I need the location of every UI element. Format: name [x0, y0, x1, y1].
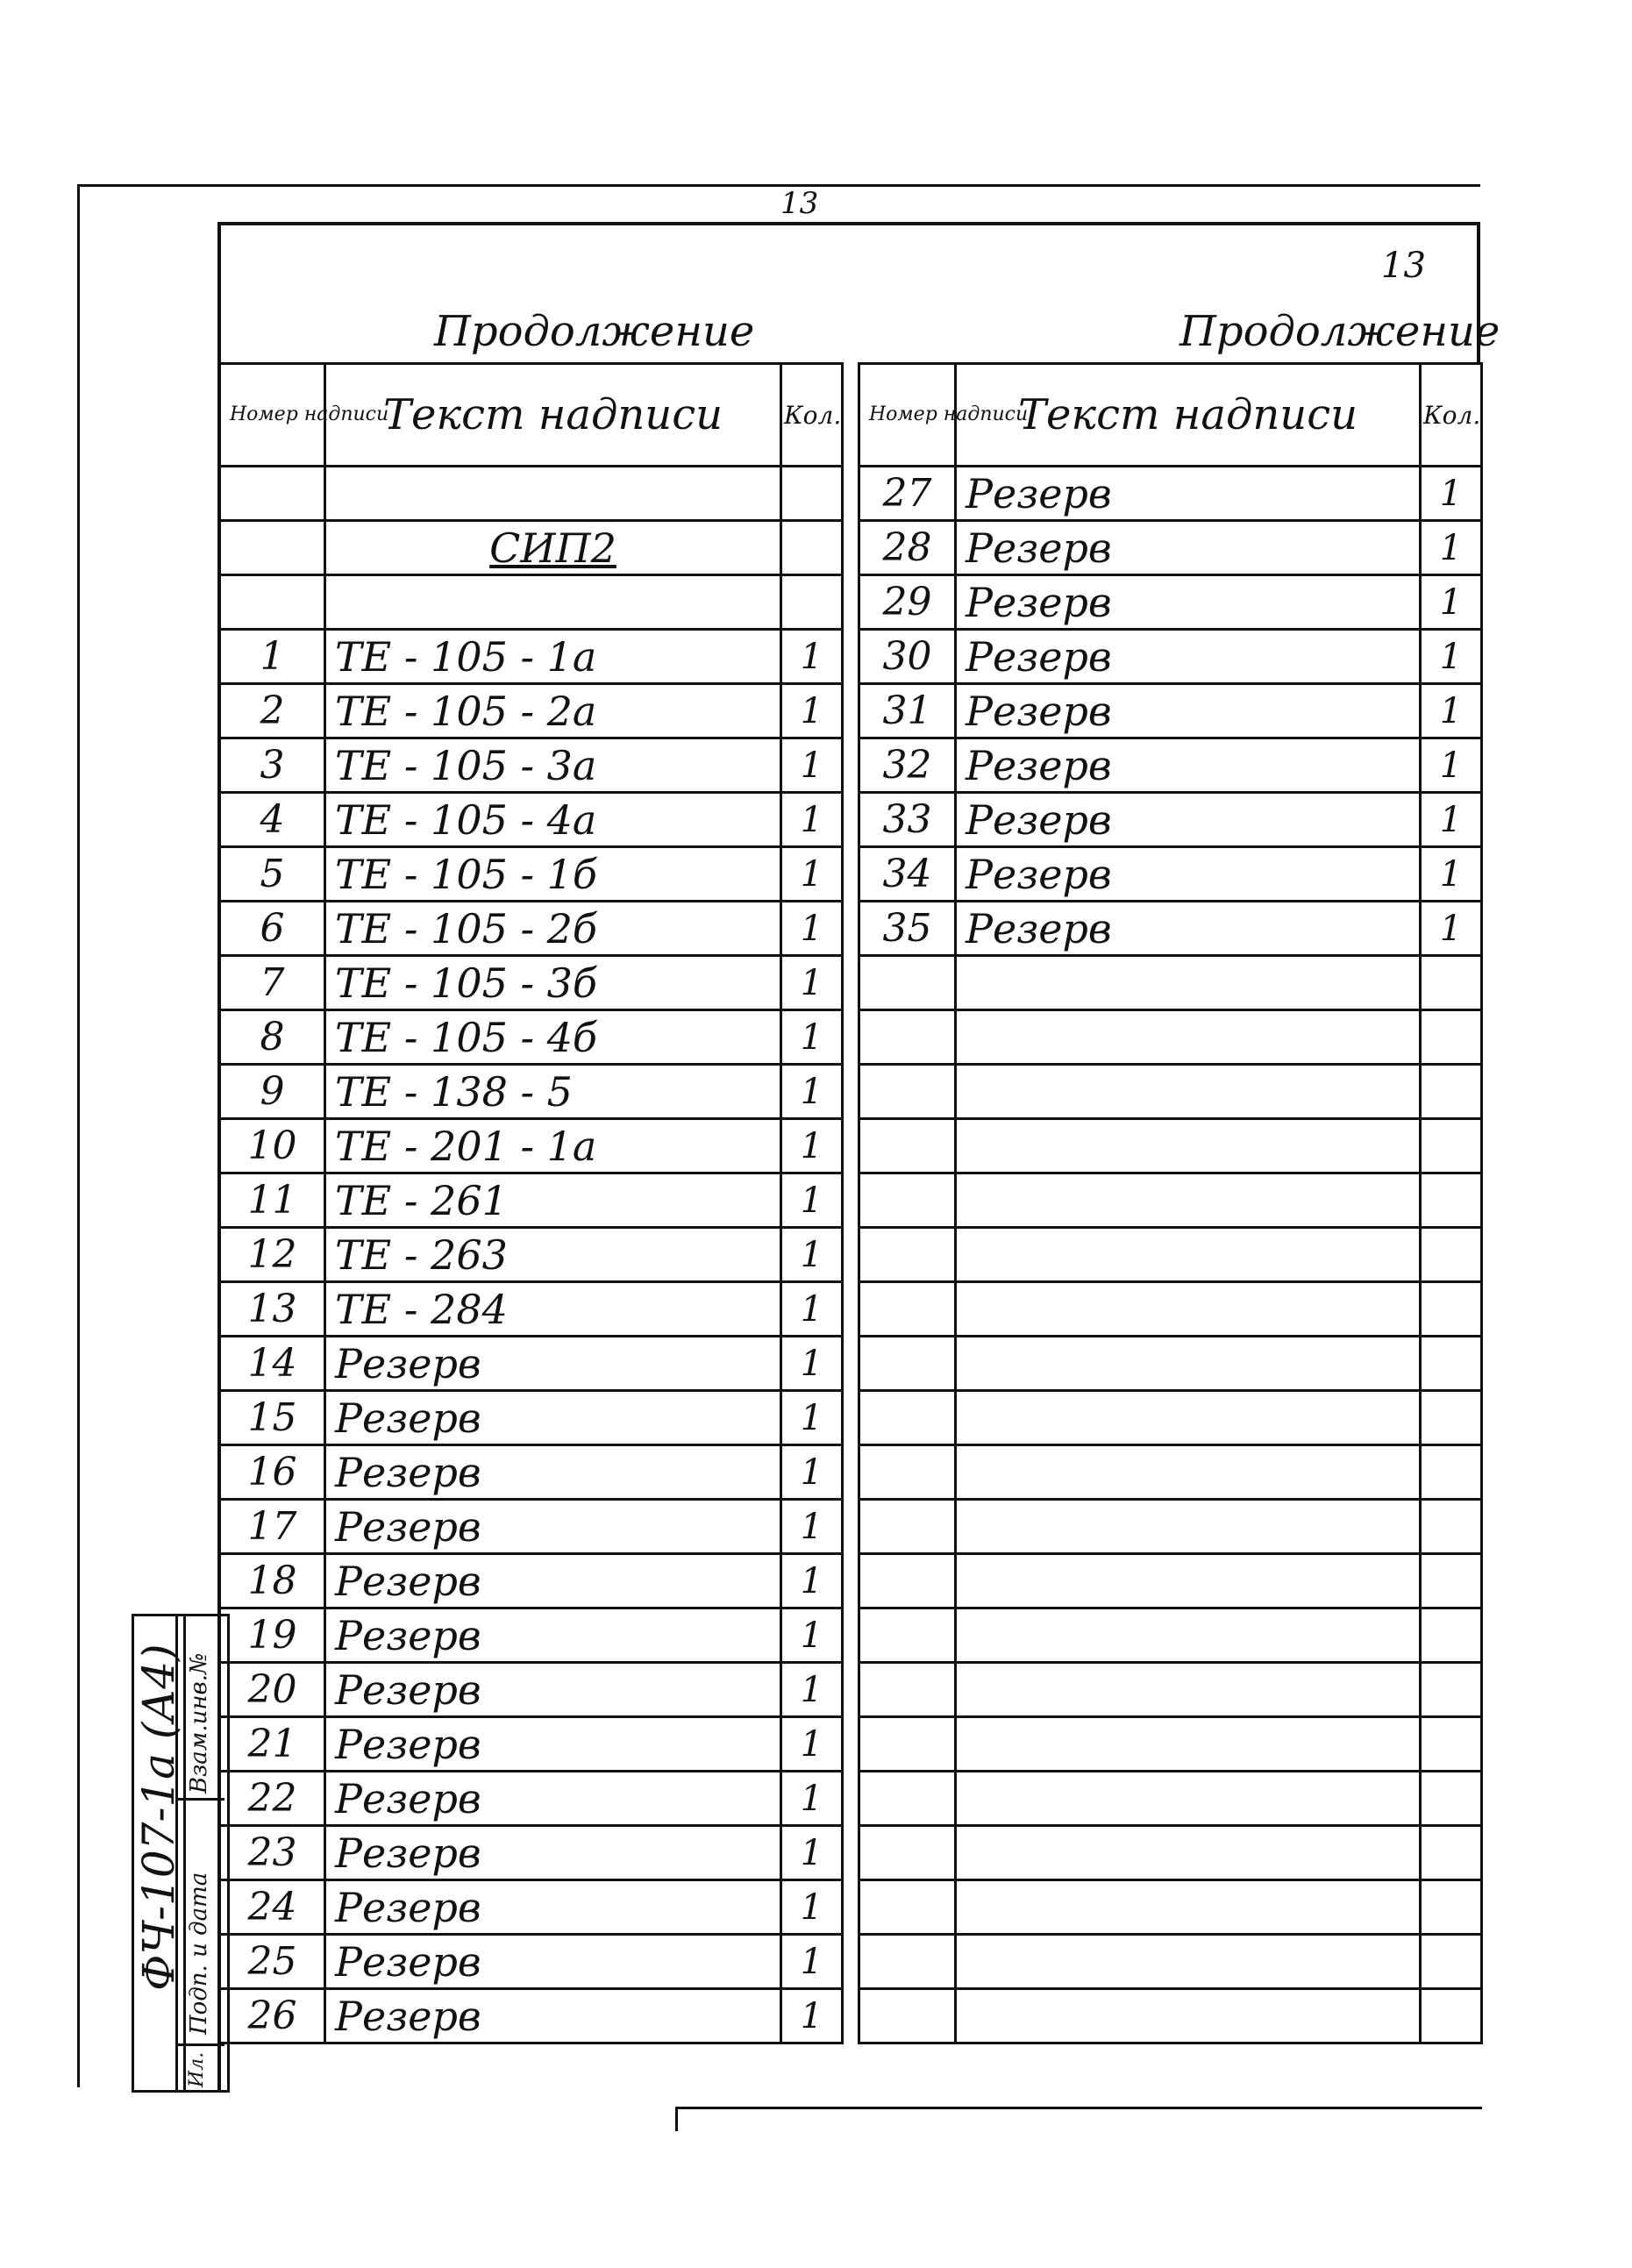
- table-row: [220, 1826, 843, 1880]
- table-row: [220, 1500, 843, 1554]
- row-text: [956, 956, 1421, 1010]
- row-number: [859, 1500, 956, 1554]
- table-row: [220, 1337, 843, 1391]
- table-row: [859, 1717, 1482, 1772]
- table-row: [220, 1772, 843, 1826]
- row-text: [956, 1663, 1421, 1717]
- corner-page-number: 13: [1381, 246, 1426, 286]
- table-row: [220, 1173, 843, 1228]
- row-text: ТЕ - 201 - 1а: [325, 1119, 781, 1173]
- table-row: [220, 1880, 843, 1935]
- row-number: 20: [220, 1663, 325, 1717]
- row-text: [956, 1228, 1421, 1282]
- left-header-row: [220, 364, 843, 467]
- header-number: Номер надписи: [859, 364, 956, 467]
- header-text: Текст надписи: [325, 364, 781, 467]
- table-row: [859, 1608, 1482, 1663]
- row-quantity: 1: [1421, 630, 1482, 684]
- row-quantity: [1421, 1989, 1482, 2043]
- row-quantity: 1: [781, 1880, 843, 1935]
- table-row: [220, 630, 843, 684]
- row-text: ТЕ - 261: [325, 1173, 781, 1228]
- row-quantity: [1421, 1065, 1482, 1119]
- row-quantity: 1: [1421, 847, 1482, 902]
- row-quantity: [1421, 956, 1482, 1010]
- row-number: [859, 1880, 956, 1935]
- table-row: [220, 1010, 843, 1065]
- row-number: 17: [220, 1500, 325, 1554]
- table-row: [859, 575, 1482, 630]
- row-quantity: 1: [1421, 684, 1482, 738]
- table-row: [859, 630, 1482, 684]
- table-row: [859, 1880, 1482, 1935]
- table-row: [220, 1608, 843, 1663]
- row-quantity: 1: [781, 1935, 843, 1989]
- row-number: [859, 1989, 956, 2043]
- row-text: Резерв: [325, 1500, 781, 1554]
- row-text: Резерв: [956, 521, 1421, 575]
- table-row: [859, 1119, 1482, 1173]
- table-row: [859, 1065, 1482, 1119]
- row-text: Резерв: [325, 1717, 781, 1772]
- sheet-bottom-line: [675, 2107, 1482, 2109]
- table-row: [859, 1989, 1482, 2043]
- row-number: 7: [220, 956, 325, 1010]
- stamp-field-sign: Подп. и дата: [186, 1872, 212, 2035]
- table-row: [859, 902, 1482, 956]
- row-number: [859, 1554, 956, 1608]
- row-number: [859, 1228, 956, 1282]
- row-quantity: [1421, 1391, 1482, 1445]
- row-quantity: [1421, 1119, 1482, 1173]
- row-text: СИП2: [325, 521, 781, 575]
- row-number: 22: [220, 1772, 325, 1826]
- row-number: 2: [220, 684, 325, 738]
- row-text: ТЕ - 105 - 1б: [325, 847, 781, 902]
- table-row: [220, 956, 843, 1010]
- row-number: 12: [220, 1228, 325, 1282]
- table-row: [220, 1119, 843, 1173]
- row-text: Резерв: [325, 1337, 781, 1391]
- row-text: [956, 1935, 1421, 1989]
- table-row: [859, 467, 1482, 521]
- row-number: 35: [859, 902, 956, 956]
- row-number: [859, 1826, 956, 1880]
- table-row: [220, 902, 843, 956]
- row-number: 4: [220, 793, 325, 847]
- row-number: [859, 1065, 956, 1119]
- row-number: [859, 1717, 956, 1772]
- table-row: [220, 575, 843, 630]
- row-number: 3: [220, 738, 325, 793]
- table-row: [859, 1391, 1482, 1445]
- row-number: [859, 1173, 956, 1228]
- table-row: [859, 1010, 1482, 1065]
- row-text: ТЕ - 284: [325, 1282, 781, 1337]
- row-number: 19: [220, 1608, 325, 1663]
- row-quantity: [1421, 1554, 1482, 1608]
- row-quantity: [781, 467, 843, 521]
- row-number: 8: [220, 1010, 325, 1065]
- row-text: [325, 575, 781, 630]
- stamp-field-orig: Ил.: [186, 2051, 208, 2087]
- row-text: Резерв: [956, 902, 1421, 956]
- row-text: Резерв: [956, 684, 1421, 738]
- row-text: Резерв: [325, 1880, 781, 1935]
- row-text: Резерв: [956, 793, 1421, 847]
- row-text: Резерв: [956, 847, 1421, 902]
- table-row: [859, 1228, 1482, 1282]
- stamp-divider-2: [175, 2043, 224, 2046]
- row-number: 23: [220, 1826, 325, 1880]
- row-text: ТЕ - 105 - 1а: [325, 630, 781, 684]
- table-row: [859, 956, 1482, 1010]
- row-text: ТЕ - 105 - 4б: [325, 1010, 781, 1065]
- row-quantity: 1: [1421, 521, 1482, 575]
- left-heading: Продолжение: [434, 307, 755, 356]
- row-text: ТЕ - 263: [325, 1228, 781, 1282]
- table-row: [859, 684, 1482, 738]
- table-row: [859, 521, 1482, 575]
- table-row: [220, 1717, 843, 1772]
- sheet-left-line: [77, 184, 80, 2087]
- row-quantity: 1: [781, 902, 843, 956]
- row-quantity: 1: [781, 1119, 843, 1173]
- row-quantity: 1: [781, 1445, 843, 1500]
- row-text: [956, 1119, 1421, 1173]
- table-row: [859, 1282, 1482, 1337]
- row-text: Резерв: [325, 1445, 781, 1500]
- table-row: [220, 847, 843, 902]
- row-number: [220, 467, 325, 521]
- row-text: Резерв: [956, 630, 1421, 684]
- header-quantity: Кол.: [781, 364, 843, 467]
- table-row: [220, 467, 843, 521]
- row-quantity: 1: [781, 738, 843, 793]
- table-row: [220, 1989, 843, 2043]
- row-text: [325, 467, 781, 521]
- right-inscriptions-table: [858, 362, 1483, 2044]
- table-row: [859, 1445, 1482, 1500]
- row-text: Резерв: [956, 467, 1421, 521]
- row-quantity: 1: [781, 1010, 843, 1065]
- row-quantity: 1: [1421, 902, 1482, 956]
- frame-top-line: [217, 222, 1480, 225]
- row-text: [956, 1717, 1421, 1772]
- row-quantity: [1421, 1337, 1482, 1391]
- row-quantity: 1: [781, 684, 843, 738]
- row-quantity: 1: [781, 793, 843, 847]
- row-quantity: [1421, 1228, 1482, 1282]
- row-number: [859, 1010, 956, 1065]
- row-number: 18: [220, 1554, 325, 1608]
- row-text: ТЕ - 105 - 2б: [325, 902, 781, 956]
- header-number: Номер надписи: [220, 364, 325, 467]
- row-number: 31: [859, 684, 956, 738]
- row-quantity: 1: [1421, 575, 1482, 630]
- row-number: 32: [859, 738, 956, 793]
- row-number: 30: [859, 630, 956, 684]
- stamp-doc-code: ФЧ-107-1а (А4): [133, 1644, 184, 1991]
- row-text: ТЕ - 105 - 4а: [325, 793, 781, 847]
- table-row: [859, 1663, 1482, 1717]
- row-text: [956, 1337, 1421, 1391]
- header-quantity: Кол.: [1421, 364, 1482, 467]
- row-quantity: 1: [781, 847, 843, 902]
- right-header-row: [859, 364, 1482, 467]
- table-row: [220, 1391, 843, 1445]
- row-number: [859, 1337, 956, 1391]
- row-text: Резерв: [325, 1935, 781, 1989]
- row-text: ТЕ - 105 - 3б: [325, 956, 781, 1010]
- table-row: [220, 1554, 843, 1608]
- row-number: 33: [859, 793, 956, 847]
- table-row: [859, 1826, 1482, 1880]
- row-text: Резерв: [325, 1391, 781, 1445]
- row-number: 16: [220, 1445, 325, 1500]
- row-text: [956, 1554, 1421, 1608]
- row-quantity: 1: [781, 1337, 843, 1391]
- row-number: 29: [859, 575, 956, 630]
- top-page-number: 13: [780, 186, 819, 221]
- row-number: 15: [220, 1391, 325, 1445]
- sheet-top-line: [77, 184, 1480, 187]
- row-number: 24: [220, 1880, 325, 1935]
- row-text: [956, 1065, 1421, 1119]
- row-text: Резерв: [325, 1554, 781, 1608]
- row-text: Резерв: [325, 1608, 781, 1663]
- row-text: ТЕ - 138 - 5: [325, 1065, 781, 1119]
- row-number: 1: [220, 630, 325, 684]
- left-inscriptions-table: [218, 362, 844, 2044]
- sheet-bottom-tick: [675, 2107, 678, 2131]
- table-row: [859, 1500, 1482, 1554]
- row-quantity: 1: [781, 956, 843, 1010]
- table-row: [220, 1065, 843, 1119]
- row-quantity: 1: [781, 1826, 843, 1880]
- row-number: 13: [220, 1282, 325, 1337]
- row-quantity: 1: [781, 1173, 843, 1228]
- table-row: [220, 1282, 843, 1337]
- row-quantity: 1: [1421, 793, 1482, 847]
- row-text: Резерв: [325, 1989, 781, 2043]
- table-row: [859, 1337, 1482, 1391]
- stamp-field-inv: Взам.инв.№: [186, 1652, 212, 1794]
- table-row: [859, 1935, 1482, 1989]
- row-number: 11: [220, 1173, 325, 1228]
- row-quantity: [1421, 1010, 1482, 1065]
- row-quantity: 1: [781, 1772, 843, 1826]
- row-number: 25: [220, 1935, 325, 1989]
- row-quantity: 1: [781, 1717, 843, 1772]
- row-text: Резерв: [325, 1826, 781, 1880]
- row-quantity: [1421, 1826, 1482, 1880]
- row-quantity: 1: [781, 1663, 843, 1717]
- row-quantity: 1: [781, 1282, 843, 1337]
- row-quantity: 1: [1421, 467, 1482, 521]
- row-text: [956, 1500, 1421, 1554]
- row-quantity: 1: [781, 1391, 843, 1445]
- row-quantity: 1: [781, 1500, 843, 1554]
- row-quantity: [781, 521, 843, 575]
- table-row: [859, 1772, 1482, 1826]
- row-number: 28: [859, 521, 956, 575]
- row-quantity: [1421, 1608, 1482, 1663]
- row-number: 6: [220, 902, 325, 956]
- table-row: [859, 1173, 1482, 1228]
- row-quantity: 1: [781, 1608, 843, 1663]
- row-text: [956, 1772, 1421, 1826]
- table-row: [859, 847, 1482, 902]
- row-quantity: [1421, 1772, 1482, 1826]
- table-row: [859, 793, 1482, 847]
- row-quantity: [1421, 1717, 1482, 1772]
- row-number: [220, 521, 325, 575]
- row-number: 34: [859, 847, 956, 902]
- row-text: Резерв: [956, 738, 1421, 793]
- row-quantity: 1: [781, 1065, 843, 1119]
- row-quantity: 1: [781, 1554, 843, 1608]
- row-text: [956, 1989, 1421, 2043]
- row-number: [859, 1391, 956, 1445]
- row-quantity: 1: [1421, 738, 1482, 793]
- row-text: [956, 1010, 1421, 1065]
- row-quantity: 1: [781, 1228, 843, 1282]
- row-quantity: [1421, 1445, 1482, 1500]
- row-number: [859, 1119, 956, 1173]
- row-quantity: 1: [781, 630, 843, 684]
- table-row: [220, 793, 843, 847]
- row-quantity: [1421, 1880, 1482, 1935]
- table-row: [220, 684, 843, 738]
- row-number: 14: [220, 1337, 325, 1391]
- row-text: [956, 1880, 1421, 1935]
- row-number: 21: [220, 1717, 325, 1772]
- table-row: [220, 738, 843, 793]
- table-row: [220, 1445, 843, 1500]
- row-number: 10: [220, 1119, 325, 1173]
- table-row: [220, 521, 843, 575]
- row-text: [956, 1391, 1421, 1445]
- row-text: [956, 1826, 1421, 1880]
- row-number: [859, 1445, 956, 1500]
- row-number: [859, 1935, 956, 1989]
- row-quantity: [1421, 1935, 1482, 1989]
- row-quantity: [1421, 1663, 1482, 1717]
- row-quantity: 1: [781, 1989, 843, 2043]
- row-quantity: [781, 575, 843, 630]
- table-row: [220, 1663, 843, 1717]
- row-number: 5: [220, 847, 325, 902]
- row-text: Резерв: [956, 575, 1421, 630]
- row-number: [859, 1282, 956, 1337]
- row-text: [956, 1445, 1421, 1500]
- row-number: 27: [859, 467, 956, 521]
- row-number: [859, 1608, 956, 1663]
- table-row: [220, 1935, 843, 1989]
- row-text: [956, 1282, 1421, 1337]
- row-number: [220, 575, 325, 630]
- table-row: [859, 738, 1482, 793]
- row-quantity: [1421, 1173, 1482, 1228]
- row-number: 26: [220, 1989, 325, 2043]
- row-text: Резерв: [325, 1663, 781, 1717]
- row-number: 9: [220, 1065, 325, 1119]
- row-text: ТЕ - 105 - 2а: [325, 684, 781, 738]
- table-row: [220, 1228, 843, 1282]
- row-quantity: [1421, 1500, 1482, 1554]
- row-text: [956, 1608, 1421, 1663]
- header-text: Текст надписи: [956, 364, 1421, 467]
- right-heading: Продолжение: [1179, 307, 1500, 356]
- table-row: [859, 1554, 1482, 1608]
- row-text: Резерв: [325, 1772, 781, 1826]
- row-number: [859, 956, 956, 1010]
- row-number: [859, 1663, 956, 1717]
- row-quantity: [1421, 1282, 1482, 1337]
- row-number: [859, 1772, 956, 1826]
- row-text: [956, 1173, 1421, 1228]
- row-text: ТЕ - 105 - 3а: [325, 738, 781, 793]
